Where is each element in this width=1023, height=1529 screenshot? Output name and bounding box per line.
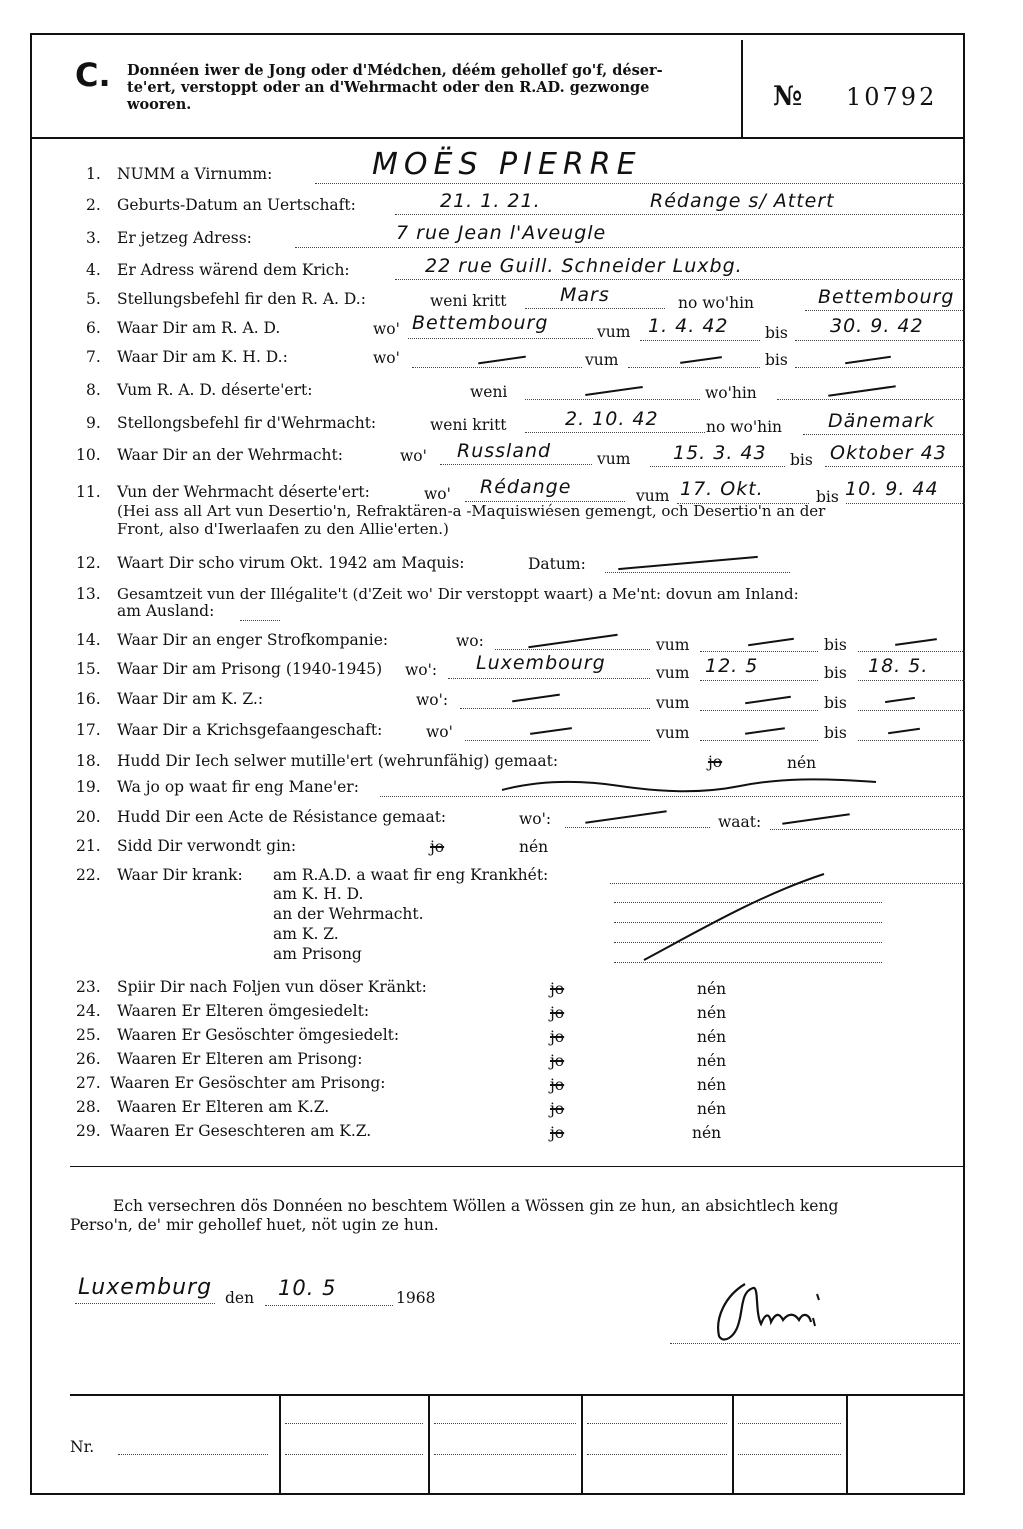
header-bottom-rule [30, 137, 965, 139]
q22-diagonal-strike [640, 870, 830, 965]
q13-abroad-line [240, 620, 280, 621]
q12-date-line [605, 572, 790, 573]
q8-where-label: wo'hin [705, 384, 757, 402]
q18-no-option[interactable]: nén [787, 754, 817, 772]
q11-where-value[interactable]: Rédange [480, 476, 572, 498]
section-letter: C. [75, 56, 111, 94]
q28-yes-option[interactable]: jo [550, 1100, 565, 1118]
q9-when-line [525, 432, 705, 433]
q4-label: Er Adress wärend dem Krich: [117, 261, 350, 279]
footer-col-divider-4 [732, 1396, 734, 1495]
q14-from-label: vum [656, 636, 690, 654]
q9-number: 9. [86, 414, 101, 432]
q8-where-line [777, 399, 965, 400]
q11-note-line-1: (Hei ass all Art vun Desertio'n, Refraktären-a -Maquiswiésen gemengt, och Desertio'n an der [117, 502, 826, 520]
q11-from-value[interactable]: 17. Okt. [680, 478, 764, 500]
q15-from-value[interactable]: 12. 5 [705, 655, 759, 677]
footer-cell-line-5 [285, 1454, 423, 1455]
q9-where-label: no wo'hin [706, 418, 783, 436]
form-title [127, 62, 727, 113]
footer-top-rule [70, 1394, 965, 1396]
q1-name-value[interactable]: MOËS PIERRE [372, 147, 642, 182]
q21-label: Sidd Dir verwondt gin: [117, 837, 297, 855]
q18-yes-option[interactable]: jo [708, 753, 723, 771]
q16-where-line [460, 708, 650, 709]
q18-label: Hudd Dir Iech selwer mutille'ert (wehrunfähig) gemaat: [117, 752, 559, 770]
number-sign: № [773, 81, 803, 112]
q16-where-label: wo': [416, 691, 449, 709]
q24-label: Waaren Er Elteren ömgesiedelt: [117, 1002, 370, 1020]
q25-number: 25. [76, 1026, 101, 1044]
q29-label: Waaren Er Geseschteren am K.Z. [110, 1122, 372, 1140]
q16-from-label: vum [656, 694, 690, 712]
q5-when-line [525, 308, 665, 309]
q7-from-line [628, 367, 760, 368]
q5-when-value[interactable]: Mars [560, 284, 610, 306]
q15-where-line [448, 678, 650, 679]
q10-where-label: wo' [400, 447, 427, 465]
q5-where-line [805, 310, 965, 311]
q22-sub-khd: am K. H. D. [273, 885, 364, 903]
q23-number: 23. [76, 978, 101, 996]
footer-cell-line-3 [587, 1423, 727, 1424]
q22-sub-prisong: am Prisong [273, 945, 362, 963]
q20-number: 20. [76, 808, 101, 826]
q17-from-label: vum [656, 724, 690, 742]
footer-nr-label: Nr. [70, 1438, 95, 1456]
q17-where-label: wo' [426, 723, 453, 741]
q26-number: 26. [76, 1050, 101, 1068]
footer-cell-line-7 [587, 1454, 727, 1455]
q22-sub-kz: am K. Z. [273, 925, 339, 943]
q8-number: 8. [86, 381, 101, 399]
q14-label: Waar Dir an enger Strofkompanie: [117, 631, 389, 649]
q29-yes-option[interactable]: jo [550, 1124, 565, 1142]
q29-number: 29. [76, 1122, 101, 1140]
signature [705, 1278, 855, 1352]
header-divider [741, 40, 743, 137]
q10-label: Waar Dir an der Wehrmacht: [117, 446, 343, 464]
footer-cell-line-1 [285, 1423, 423, 1424]
footer-cell-line-8 [738, 1454, 841, 1455]
q21-no-option[interactable]: nén [519, 838, 549, 856]
q8-when-label: weni [470, 383, 508, 401]
q10-from-label: vum [597, 450, 631, 468]
declaration-line-1: Ech versechren dös Donnéen no beschtem Wöllen a Wössen gin ze hun, an absichtlech keng [113, 1197, 839, 1215]
title-line-2: te'ert, verstoppt oder an d'Wehrmacht oder den R.AD. gezwonge [127, 79, 650, 96]
q26-no-option[interactable]: nén [697, 1052, 727, 1070]
q16-to-label: bis [824, 694, 847, 712]
footer-nr-line [118, 1454, 268, 1455]
q5-when-label: weni kritt [430, 292, 507, 310]
q10-number: 10. [76, 446, 101, 464]
q20-what-line [770, 829, 965, 830]
q11-from-label: vum [636, 487, 670, 505]
q6-from-line [640, 340, 760, 341]
q3-address-value[interactable]: 7 rue Jean l'Aveugle [396, 222, 607, 244]
q2-label: Geburts-Datum an Uertschaft: [117, 196, 356, 214]
q7-where-line [412, 367, 582, 368]
q6-number: 6. [86, 319, 101, 337]
q2-place-value[interactable]: Rédange s/ Attert [650, 190, 835, 212]
q22-label: Waar Dir krank: [117, 866, 243, 884]
q17-number: 17. [76, 721, 101, 739]
q19-wavy-strike [500, 774, 880, 798]
q13-label: Gesamtzeit vun der Illégalite't (d'Zeit wo' Dir verstoppt waart) a Me'nt: dovun am Inland: [117, 585, 799, 603]
q6-where-line [408, 338, 593, 339]
q4-number: 4. [86, 261, 101, 279]
q3-label: Er jetzeg Adress: [117, 229, 252, 247]
q10-to-value[interactable]: Oktober 43 [830, 442, 947, 464]
footer-cell-line-2 [434, 1423, 576, 1424]
year-label: 1968 [396, 1289, 436, 1307]
date-value[interactable]: 10. 5 [278, 1276, 337, 1300]
q15-from-label: vum [656, 664, 690, 682]
q27-no-option[interactable]: nén [697, 1076, 727, 1094]
q10-from-line [650, 466, 785, 467]
footer-col-divider-2 [428, 1396, 430, 1495]
q11-to-line [846, 503, 965, 504]
q17-to-label: bis [824, 724, 847, 742]
q17-label: Waar Dir a Krichsgefaangeschaft: [117, 721, 383, 739]
q16-to-line [858, 710, 965, 711]
q21-yes-option[interactable]: jo [430, 838, 445, 856]
q6-to-line [795, 340, 965, 341]
q13-number: 13. [76, 585, 101, 603]
q2-line [395, 214, 965, 215]
q15-number: 15. [76, 660, 101, 678]
q9-label: Stellongsbefehl fir d'Wehrmacht: [117, 414, 377, 432]
q6-from-label: vum [597, 323, 631, 341]
q7-number: 7. [86, 348, 101, 366]
q10-where-line [440, 464, 592, 465]
q14-where-line [495, 649, 650, 650]
q9-when-label: weni kritt [430, 416, 507, 434]
q11-where-label: wo' [424, 485, 451, 503]
q5-where-label: no wo'hin [678, 294, 755, 312]
q6-to-label: bis [765, 324, 788, 342]
q23-yes-option[interactable]: jo [550, 980, 565, 998]
q12-label: Waart Dir scho virum Okt. 1942 am Maquis: [117, 554, 465, 572]
q5-label: Stellungsbefehl fir den R. A. D.: [117, 290, 366, 308]
footer-cell-line-6 [434, 1454, 576, 1455]
q1-label: NUMM a Virnumm: [117, 165, 273, 183]
q26-yes-option[interactable]: jo [550, 1052, 565, 1070]
declaration-separator [70, 1166, 965, 1167]
q15-to-line [858, 680, 965, 681]
q17-from-line [700, 740, 818, 741]
q7-to-line [795, 367, 965, 368]
q15-where-label: wo': [405, 661, 438, 679]
q28-number: 28. [76, 1098, 101, 1116]
q26-label: Waaren Er Elteren am Prisong: [117, 1050, 363, 1068]
q8-label: Vum R. A. D. déserte'ert: [117, 381, 313, 399]
q22-number: 22. [76, 866, 101, 884]
q18-number: 18. [76, 752, 101, 770]
den-label: den [225, 1289, 255, 1307]
place-value[interactable]: Luxemburg [78, 1275, 213, 1300]
title-line-3: wooren. [127, 96, 192, 113]
q15-from-line [700, 680, 818, 681]
q13-abroad-label: am Ausland: [117, 602, 215, 620]
q10-where-value[interactable]: Russland [457, 440, 552, 462]
q28-no-option[interactable]: nén [697, 1100, 727, 1118]
q7-where-label: wo' [373, 349, 400, 367]
q6-to-value[interactable]: 30. 9. 42 [830, 315, 924, 337]
q16-label: Waar Dir am K. Z.: [117, 690, 264, 708]
q11-note-line-2: Front, also d'Iwerlaafen zu den Allie'erten.) [117, 520, 449, 538]
q4-war-address-value[interactable]: 22 rue Guill. Schneider Luxbg. [425, 255, 743, 277]
q15-where-value[interactable]: Luxembourg [476, 652, 606, 674]
q10-to-line [825, 466, 965, 467]
q22-sub-wehrmacht: an der Wehrmacht. [273, 905, 424, 923]
q15-to-label: bis [824, 664, 847, 682]
q16-number: 16. [76, 690, 101, 708]
q6-from-value[interactable]: 1. 4. 42 [648, 315, 729, 337]
q1-number: 1. [86, 165, 101, 183]
q25-yes-option[interactable]: jo [550, 1028, 565, 1046]
q20-label: Hudd Dir een Acte de Résistance gemaat: [117, 808, 447, 826]
q19-label: Wa jo op waat fir eng Mane'er: [117, 778, 359, 796]
q11-to-value[interactable]: 10. 9. 44 [845, 478, 939, 500]
q2-number: 2. [86, 196, 101, 214]
q12-number: 12. [76, 554, 101, 572]
footer-cell-line-4 [738, 1423, 841, 1424]
q8-when-line [525, 399, 700, 400]
q3-number: 3. [86, 229, 101, 247]
q14-from-line [700, 651, 818, 652]
signature-drawing [705, 1278, 855, 1348]
date-line [265, 1305, 393, 1306]
q11-label: Vun der Wehrmacht déserte'ert: [117, 483, 370, 501]
q24-number: 24. [76, 1002, 101, 1020]
q24-no-option[interactable]: nén [697, 1004, 727, 1022]
footer-col-divider-5 [846, 1396, 848, 1495]
q9-where-value[interactable]: Dänemark [828, 410, 935, 432]
q14-to-label: bis [824, 636, 847, 654]
q25-no-option[interactable]: nén [697, 1028, 727, 1046]
q7-to-label: bis [765, 351, 788, 369]
q17-where-line [465, 740, 650, 741]
q27-number: 27. [76, 1074, 101, 1092]
q6-label: Waar Dir am R. A. D. [117, 319, 281, 337]
q20-where-line [565, 827, 710, 828]
q27-label: Waaren Er Gesöschter am Prisong: [110, 1074, 386, 1092]
q19-number: 19. [76, 778, 101, 796]
q6-where-label: wo' [373, 320, 400, 338]
q14-where-label: wo: [456, 632, 484, 650]
q28-label: Waaren Er Elteren am K.Z. [117, 1098, 330, 1116]
q6-where-value[interactable]: Bettembourg [412, 312, 549, 334]
q24-yes-option[interactable]: jo [550, 1004, 565, 1022]
q7-from-label: vum [585, 351, 619, 369]
q4-line [395, 279, 965, 280]
footer-col-divider-1 [279, 1396, 281, 1495]
q20-where-label: wo': [519, 810, 552, 828]
q9-where-line [803, 434, 965, 435]
declaration-line-2: Perso'n, de' mir gehollef huet, nöt ugin ze hun. [70, 1216, 439, 1234]
q9-when-value[interactable]: 2. 10. 42 [565, 408, 659, 430]
q15-label: Waar Dir am Prisong (1940-1945) [117, 660, 383, 678]
q5-number: 5. [86, 290, 101, 308]
q29-no-option[interactable]: nén [692, 1124, 722, 1142]
q7-label: Waar Dir am K. H. D.: [117, 348, 288, 366]
q10-from-value[interactable]: 15. 3. 43 [673, 442, 767, 464]
q17-to-line [858, 740, 965, 741]
q14-number: 14. [76, 631, 101, 649]
q27-yes-option[interactable]: jo [550, 1076, 565, 1094]
title-line-1: Donnéen iwer de Jong oder d'Médchen, déém gehollef go'f, déser- [127, 62, 663, 79]
q11-number: 11. [76, 483, 101, 501]
q5-where-value[interactable]: Bettembourg [818, 286, 955, 308]
form-number: 10792 [846, 83, 938, 111]
place-line [75, 1303, 215, 1304]
q2-date-value[interactable]: 21. 1. 21. [440, 190, 541, 212]
q12-date-label: Datum: [528, 555, 586, 573]
q20-what-label: waat: [718, 813, 762, 831]
q22-sub-rad: am R.A.D. a waat fir eng Krankhét: [273, 866, 549, 884]
q1-line [315, 183, 965, 184]
q15-to-value[interactable]: 18. 5. [868, 655, 929, 677]
q16-from-line [700, 710, 818, 711]
q23-label: Spiir Dir nach Foljen vun döser Kränkt: [117, 978, 427, 996]
q10-to-label: bis [790, 451, 813, 469]
q21-number: 21. [76, 837, 101, 855]
q14-to-line [858, 651, 965, 652]
q3-line [295, 247, 965, 248]
q11-to-label: bis [816, 488, 839, 506]
q23-no-option[interactable]: nén [697, 980, 727, 998]
footer-col-divider-3 [581, 1396, 583, 1495]
q25-label: Waaren Er Gesöschter ömgesiedelt: [117, 1026, 400, 1044]
